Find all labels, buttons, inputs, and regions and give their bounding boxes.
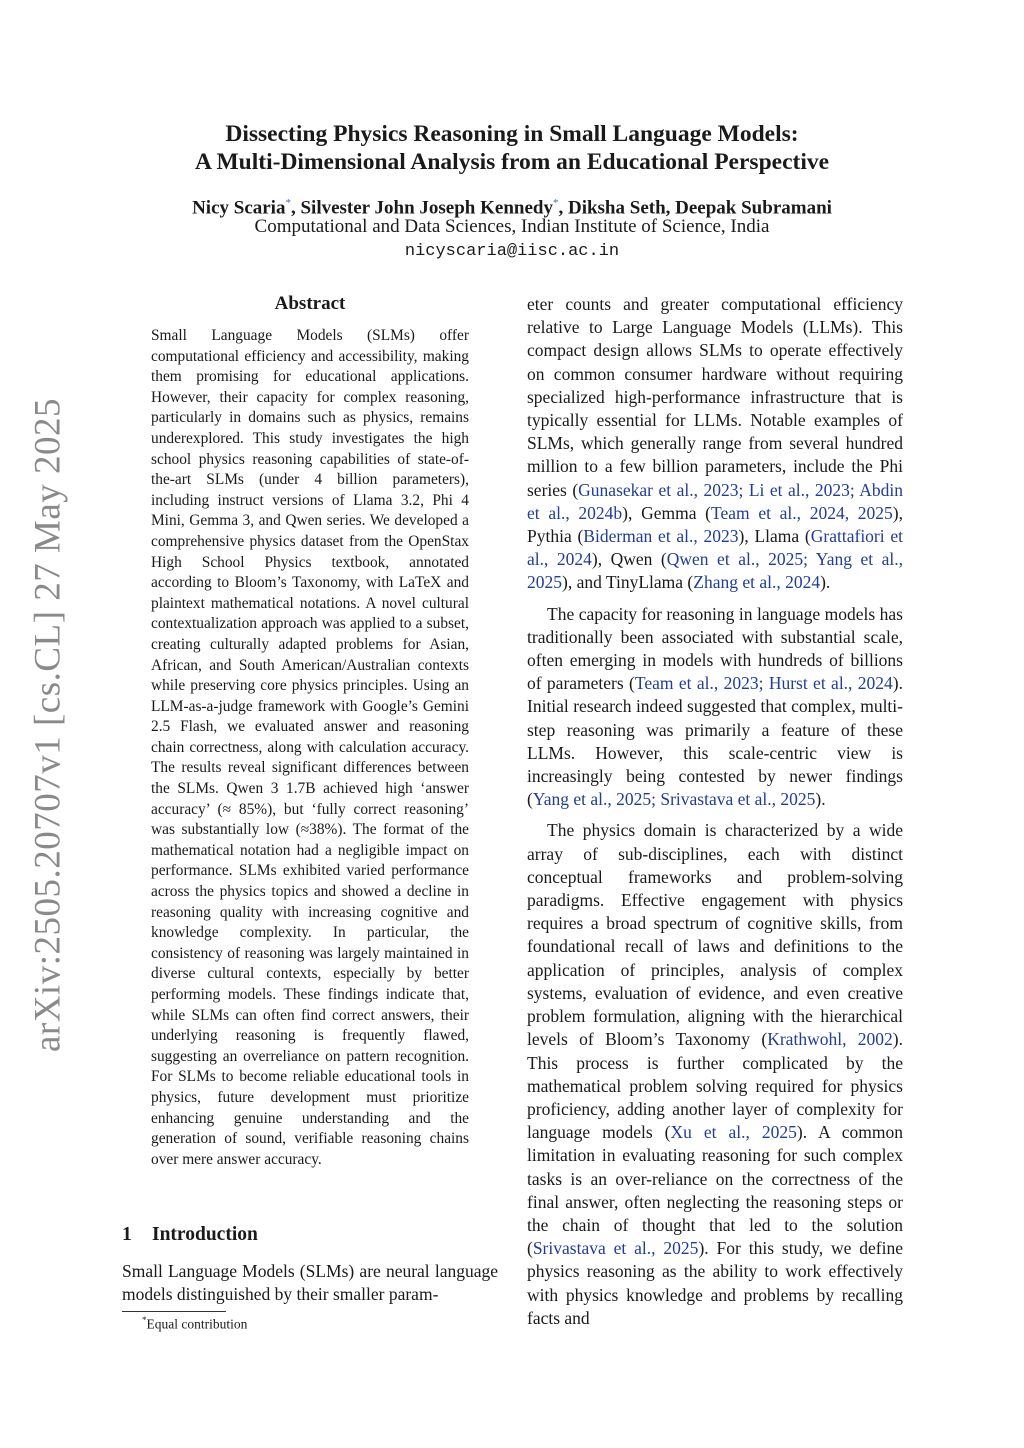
text-run: eter counts and greater computational efficiency relative to Large Language Models (LLMs). This compact design allows SLMs to operate effectively on common consumer hardware without requiring specialized high-performance infrastructure that is typically essential for LLMs. Notable examples of SLMs, which generally range from several hundred million to a few billion parameters, include the Phi series ( bbox=[527, 294, 903, 500]
citation-link[interactable]: Yang et al., 2025; Srivastava et al., 2025 bbox=[532, 789, 816, 810]
text-run: ), Qwen ( bbox=[591, 549, 667, 570]
author-3: Diksha Seth bbox=[567, 197, 666, 219]
paper-title bbox=[0, 120, 1024, 176]
text-run: ), Gemma ( bbox=[622, 502, 711, 523]
author-2: Silvester John Joseph Kennedy bbox=[300, 197, 553, 219]
text-run: ). bbox=[815, 789, 826, 810]
citation-link[interactable]: Grattafiori et al., 2024 bbox=[527, 526, 903, 570]
footnote-text: Equal contribution bbox=[146, 1316, 248, 1332]
paragraph-3 bbox=[527, 819, 903, 1329]
citation-link[interactable]: Team et al., 2024, 2025 bbox=[711, 502, 893, 523]
text-run: ). For this study, we define physics reasoning as the ability to work effectively with physics knowledge and problems by recalling facts and bbox=[527, 1238, 904, 1328]
text-run: ). bbox=[820, 572, 831, 593]
abstract-body: Small Language Models (SLMs) offer computational efficiency and accessibility, making them promising for educational applications. However, their capacity for complex reasoning, particularly in domains such as physics, remains underexplored. This study investigates the high school physics reasoning capabilities of state-of-the-art SLMs (under 4 billion parameters), including instruct versions of Llama 3.2, Phi 4 Mini, Gemma 3, and Qwen series. We developed a comprehensive physics dataset from the OpenStax High School Physics textbook, annotated according to Bloom’s Taxonomy, with LaTeX and plaintext mathematical notations. A novel cultural contextualization approach was applied to a subset, creating culturally adapted problems for Asian, African, and South American/Australian contexts while preserving core physics principles. Using an LLM-as-a-judge framework with Google’s Gemini 2.5 Flash, we evaluated answer and reasoning chain correctness, along with calculation accuracy. The results reveal significant differences between the SLMs. Qwen 3 1.7B achieved high ‘answer accuracy’ (≈ 85%), but ‘fully correct reasoning’ was substantially low (≈38%). The format of the mathematical notation had a negligible impact on performance. SLMs exhibited varied performance across the physics topics and showed a decline in reasoning quality with increasing cognitive and knowledge complexity. In particular, the consistency of reasoning was largely maintained in diverse cultural contexts, especially by better performing models. These findings indicate that, while SLMs can often find correct answers, their underlying reasoning is frequently flawed, suggesting an overreliance on pattern recognition. For SLMs to become reliable educational tools in physics, future development must prioritize enhancing genuine understanding and the generation of sound, verifiable reasoning chains over mere answer accuracy. bbox=[151, 327, 469, 1168]
text-run: ), and TinyLlama ( bbox=[562, 572, 694, 593]
text-run: ). Initial research indeed suggested that complex, multi-step reasoning was primarily a feature of these LLMs. However, this scale-centric view is increasingly being contested by newer findings ( bbox=[527, 673, 903, 810]
author-separator: , bbox=[665, 197, 676, 219]
abstract-heading: Abstract bbox=[274, 293, 346, 314]
text-run: ). This process is further complicated by the mathematical problem solving required for physics proficiency, adding another layer of complexity for language models ( bbox=[527, 1029, 903, 1143]
title-line-2: A Multi-Dimensional Analysis from an Educational Perspective bbox=[194, 149, 830, 175]
text-run: ), Pythia ( bbox=[527, 502, 903, 547]
citation-link[interactable]: Zhang et al., 2024 bbox=[693, 572, 821, 593]
text-run: ). A common limitation in evaluating reasoning for such complex tasks is an over-reliance on the correctness of the final answer, often neglecting the reasoning steps or the chain of thought that led to the solution ( bbox=[527, 1122, 903, 1259]
section-heading-introduction bbox=[122, 1224, 258, 1246]
author-separator: , bbox=[290, 197, 301, 219]
citation-link[interactable]: Qwen et al., 2025; Yang et al., 2025 bbox=[527, 549, 903, 593]
arxiv-stamp bbox=[18, 397, 78, 1053]
introduction-text: Small Language Models (SLMs) are neural language models distinguished by their smaller param- bbox=[122, 1261, 498, 1305]
affiliation: Computational and Data Sciences, Indian Institute of Science, India bbox=[254, 216, 770, 237]
citation-link[interactable]: Xu et al., 2025 bbox=[670, 1122, 797, 1143]
text-run: The physics domain is characterized by a wide array of sub-disciplines, each with distinct conceptual frameworks and problem-solving paradigms. Effective engagement with physics requires a broad spectrum of cognitive skills, from foundational recall of laws and definitions to the application of principles, analysis of complex systems, evaluation of evidence, and even creative problem formulation, aligning with the hierarchical levels of Bloom’s Taxonomy ( bbox=[527, 820, 903, 1050]
footnote bbox=[142, 1315, 247, 1333]
author-4: Deepak Subramani bbox=[675, 197, 832, 219]
section-number: 1 bbox=[122, 1224, 132, 1245]
citation-link[interactable]: Krathwohl, 2002 bbox=[767, 1029, 893, 1050]
arxiv-stamp-text: arXiv:2505.20707v1 [cs.CL] 27 May 2025 bbox=[27, 397, 69, 1053]
author-separator: , bbox=[558, 197, 568, 219]
section-title: Introduction bbox=[152, 1224, 258, 1245]
right-column bbox=[527, 293, 903, 1338]
text-run: ), Llama ( bbox=[738, 526, 811, 547]
paragraph-2 bbox=[527, 603, 903, 812]
equal-contrib-mark: * bbox=[285, 197, 291, 209]
footnote-rule bbox=[122, 1311, 226, 1312]
citation-link[interactable]: Srivastava et al., 2025 bbox=[532, 1238, 699, 1259]
contact-email[interactable]: nicyscaria@iisc.ac.in bbox=[404, 242, 620, 261]
title-line-1: Dissecting Physics Reasoning in Small Language Models: bbox=[225, 121, 799, 147]
citation-link[interactable]: Gunasekar et al., 2023; Li et al., 2023; Abdin et al., 2024b bbox=[527, 479, 903, 523]
paragraph-1 bbox=[527, 293, 903, 595]
author-1: Nicy Scaria bbox=[192, 197, 286, 219]
citation-link[interactable]: Team et al., 2023; Hurst et al., 2024 bbox=[634, 673, 893, 694]
citation-link[interactable]: Biderman et al., 2023 bbox=[583, 526, 739, 547]
footnote-mark: * bbox=[142, 1315, 147, 1325]
equal-contrib-mark: * bbox=[552, 197, 559, 209]
text-run: The capacity for reasoning in language models has traditionally been associated with substantial scale, often emerging in models with hundreds of billions of parameters ( bbox=[527, 603, 903, 694]
